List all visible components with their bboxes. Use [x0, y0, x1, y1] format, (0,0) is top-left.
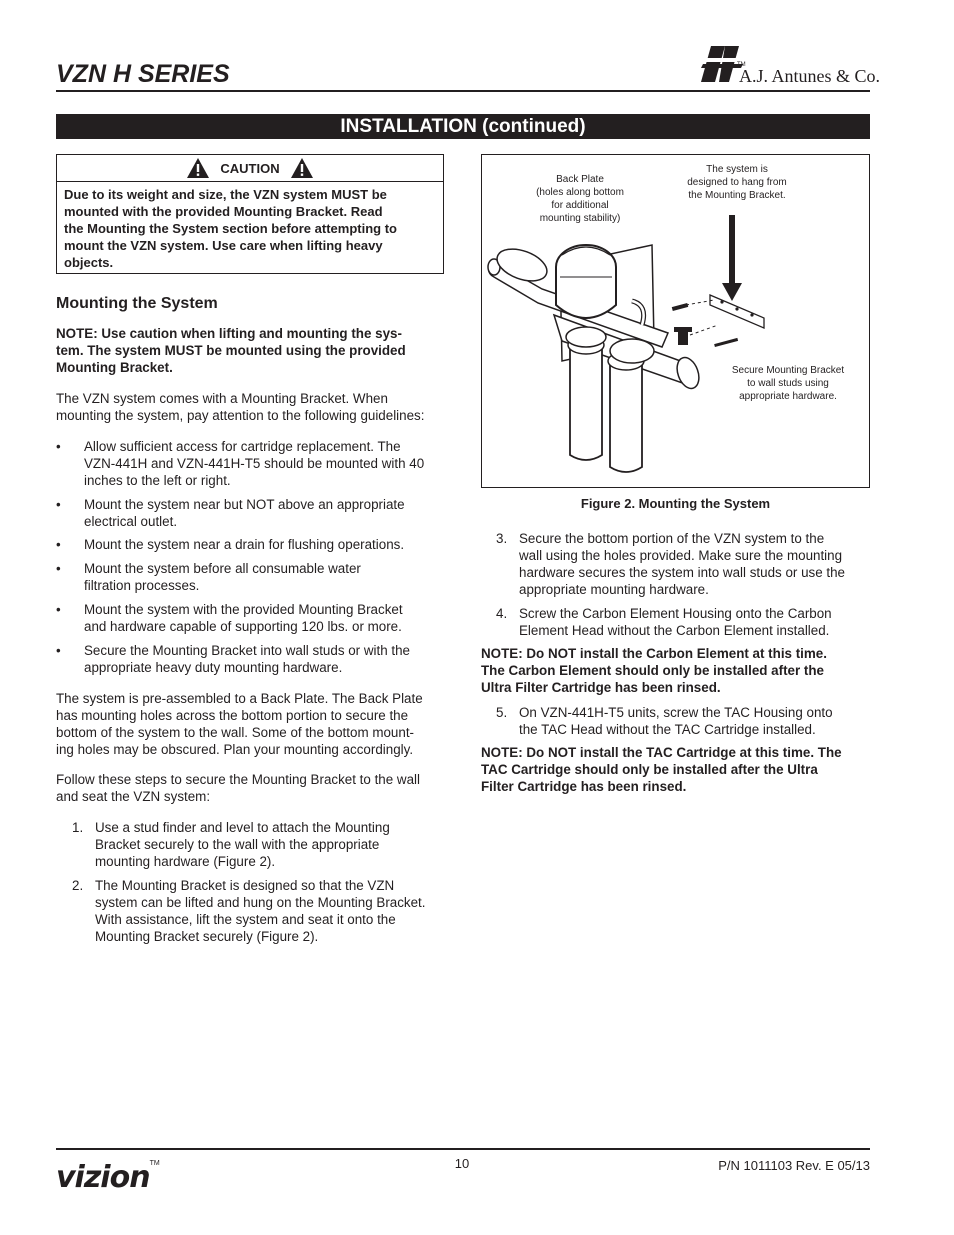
step-line: Use a stud finder and level to attach the Mounting — [95, 820, 390, 835]
step-number: 4. — [496, 606, 508, 621]
brand-logo — [697, 44, 881, 90]
brand-name: A.J. Antunes & Co. — [739, 66, 881, 86]
warning-icon — [186, 157, 210, 179]
arrow-head — [722, 283, 742, 301]
note-line: Ultra Filter Cartridge has been rinsed. — [481, 680, 721, 695]
tac-note — [481, 744, 842, 795]
para-line: ing holes may be obscured. Plan your mounting accordingly. — [56, 742, 414, 757]
bullet-item — [56, 536, 448, 553]
callout-hang — [672, 163, 802, 202]
bullet-line: and hardware capable of supporting 120 lbs. or more. — [84, 619, 402, 634]
callout-line: to wall studs using — [747, 378, 829, 389]
callout-back-plate — [520, 173, 640, 225]
caution-header — [57, 155, 443, 182]
step-line: Bracket securely to the wall with the appropriate — [95, 837, 380, 852]
note-line: tem. The system MUST be mounted using the provided — [56, 343, 406, 358]
caution-label: CAUTION — [220, 160, 280, 176]
bullet-line: appropriate heavy duty mounting hardware. — [84, 660, 343, 675]
header-rule — [56, 90, 870, 92]
page-number: 10 — [454, 1156, 470, 1171]
caution-line: objects. — [64, 255, 114, 270]
bullet-item — [56, 601, 448, 635]
bullet-dot: • — [56, 497, 61, 512]
step-line: wall using the holes provided. Make sure the mounting — [519, 548, 843, 563]
vizion-wordmark: vizion — [56, 1160, 150, 1195]
bullet-line: filtration processes. — [84, 578, 200, 593]
series-title: VZN H SERIES — [56, 60, 230, 88]
bullet-line: inches to the left or right. — [84, 473, 231, 488]
bullet-line: Mount the system near but NOT above an appropriate — [84, 497, 405, 512]
step-line: With assistance, lift the system and seat it onto the — [95, 912, 396, 927]
callout-line: The system is — [706, 164, 768, 175]
step-item — [72, 819, 448, 870]
step-line: The Mounting Bracket is designed so that the VZN — [95, 878, 395, 893]
bullet-line: Allow sufficient access for cartridge replacement. The — [84, 439, 401, 454]
brand-tm: TM — [737, 62, 746, 68]
caution-text — [57, 182, 443, 275]
bullet-line: Mount the system before all consumable water — [84, 561, 361, 576]
para-line: bottom of the system to the wall. Some of the bottom mount- — [56, 725, 414, 740]
follow-paragraph — [56, 771, 420, 805]
callout-secure — [718, 364, 858, 403]
step-item — [72, 877, 448, 945]
step-number: 3. — [496, 531, 508, 546]
para-line: and seat the VZN system: — [56, 789, 211, 804]
para-line: The system is pre-assembled to a Back Plate. The Back Plate — [56, 691, 423, 706]
step-number: 5. — [496, 705, 508, 720]
bullet-dot: • — [56, 561, 61, 576]
caution-line: Due to its weight and size, the VZN system MUST be — [64, 187, 387, 202]
step-item — [496, 605, 870, 639]
mounting-bracket — [710, 295, 764, 328]
bullet-dot: • — [56, 537, 61, 552]
bullet-line: Secure the Mounting Bracket into wall studs or with the — [84, 643, 411, 658]
note-line: Filter Cartridge has been rinsed. — [481, 779, 687, 794]
mounting-heading: Mounting the System — [56, 295, 218, 312]
bullet-dot: • — [56, 439, 61, 454]
part-number: P/N 1011103 Rev. E 05/13 — [718, 1158, 870, 1173]
step-item — [496, 530, 870, 598]
figure-frame — [481, 154, 870, 488]
note-line: Mounting Bracket. — [56, 360, 173, 375]
vizion-tm: TM — [149, 1160, 160, 1167]
step-line: hardware secures the system into wall studs or use the — [519, 565, 845, 580]
callout-line: Secure Mounting Bracket — [731, 365, 845, 376]
step-line: On VZN-441H-T5 units, screw the TAC Housing onto — [519, 705, 833, 720]
callout-line: the Mounting Bracket. — [688, 190, 786, 201]
note-line: The Carbon Element should only be installed after the — [481, 663, 824, 678]
callout-line: mounting stability) — [539, 213, 621, 224]
bullet-line: VZN-441H and VZN-441H-T5 should be mounted with 40 — [84, 456, 425, 471]
step-line: Element Head without the Carbon Element installed. — [519, 623, 830, 638]
caution-line: mounted with the provided Mounting Bracket. Read — [64, 204, 383, 219]
footer-rule — [56, 1148, 870, 1150]
step-line: the TAC Head without the TAC Cartridge installed. — [519, 722, 816, 737]
callout-line: designed to hang from — [687, 177, 787, 188]
caution-box — [56, 154, 444, 274]
bullet-dot: • — [56, 643, 61, 658]
step-number: 1. — [72, 820, 84, 835]
bullet-item — [56, 496, 448, 530]
figure-caption: Figure 2. Mounting the System — [580, 496, 771, 511]
step-number: 2. — [72, 878, 84, 893]
callout-line: Back Plate — [556, 174, 604, 185]
bullet-dot: • — [56, 602, 61, 617]
carbon-note — [481, 645, 827, 696]
step-line: system can be lifted and hung on the Mounting Bracket. — [95, 895, 426, 910]
bullet-item — [56, 438, 448, 489]
note-line: NOTE: Do NOT install the TAC Cartridge at this time. The — [481, 745, 842, 760]
intro-line: mounting the system, pay attention to the following guidelines: — [56, 408, 425, 423]
note-line: NOTE: Use caution when lifting and mounting the sys- — [56, 326, 402, 341]
caution-line: mount the VZN system. Use care when lifting heavy — [64, 238, 383, 253]
intro-line: The VZN system comes with a Mounting Bracket. When — [56, 391, 388, 406]
mounting-intro — [56, 390, 424, 424]
step-line: mounting hardware (Figure 2). — [95, 854, 276, 869]
para-line: Follow these steps to secure the Mounting Bracket to the wall — [56, 772, 420, 787]
step-line: Mounting Bracket securely (Figure 2). — [95, 929, 319, 944]
step-line: appropriate mounting hardware. — [519, 582, 709, 597]
section-title: INSTALLATION (continued) — [56, 114, 870, 139]
para-line: has mounting holes across the bottom portion to secure the — [56, 708, 409, 723]
step-item — [496, 704, 870, 738]
preassembled-paragraph — [56, 690, 423, 758]
note-line: NOTE: Do NOT install the Carbon Element at this time. — [481, 646, 827, 661]
bullet-item — [56, 642, 448, 676]
note-line: TAC Cartridge should only be installed after the Ultra — [481, 762, 818, 777]
callout-line: appropriate hardware. — [739, 391, 837, 402]
step-line: Screw the Carbon Element Housing onto the Carbon — [519, 606, 832, 621]
callout-line: for additional — [551, 200, 609, 211]
warning-icon — [290, 157, 314, 179]
callout-line: (holes along bottom — [536, 187, 624, 198]
bullet-line: Mount the system with the provided Mounting Bracket — [84, 602, 403, 617]
step-line: Secure the bottom portion of the VZN system to the — [519, 531, 825, 546]
caution-line: the Mounting the System section before attempting to — [64, 221, 397, 236]
vizion-logo — [56, 1160, 160, 1195]
mounting-note — [56, 325, 406, 376]
bullet-item — [56, 560, 448, 594]
bullet-line: electrical outlet. — [84, 514, 178, 529]
arrow-shaft — [729, 215, 735, 285]
bullet-line: Mount the system near a drain for flushing operations. — [84, 537, 405, 552]
